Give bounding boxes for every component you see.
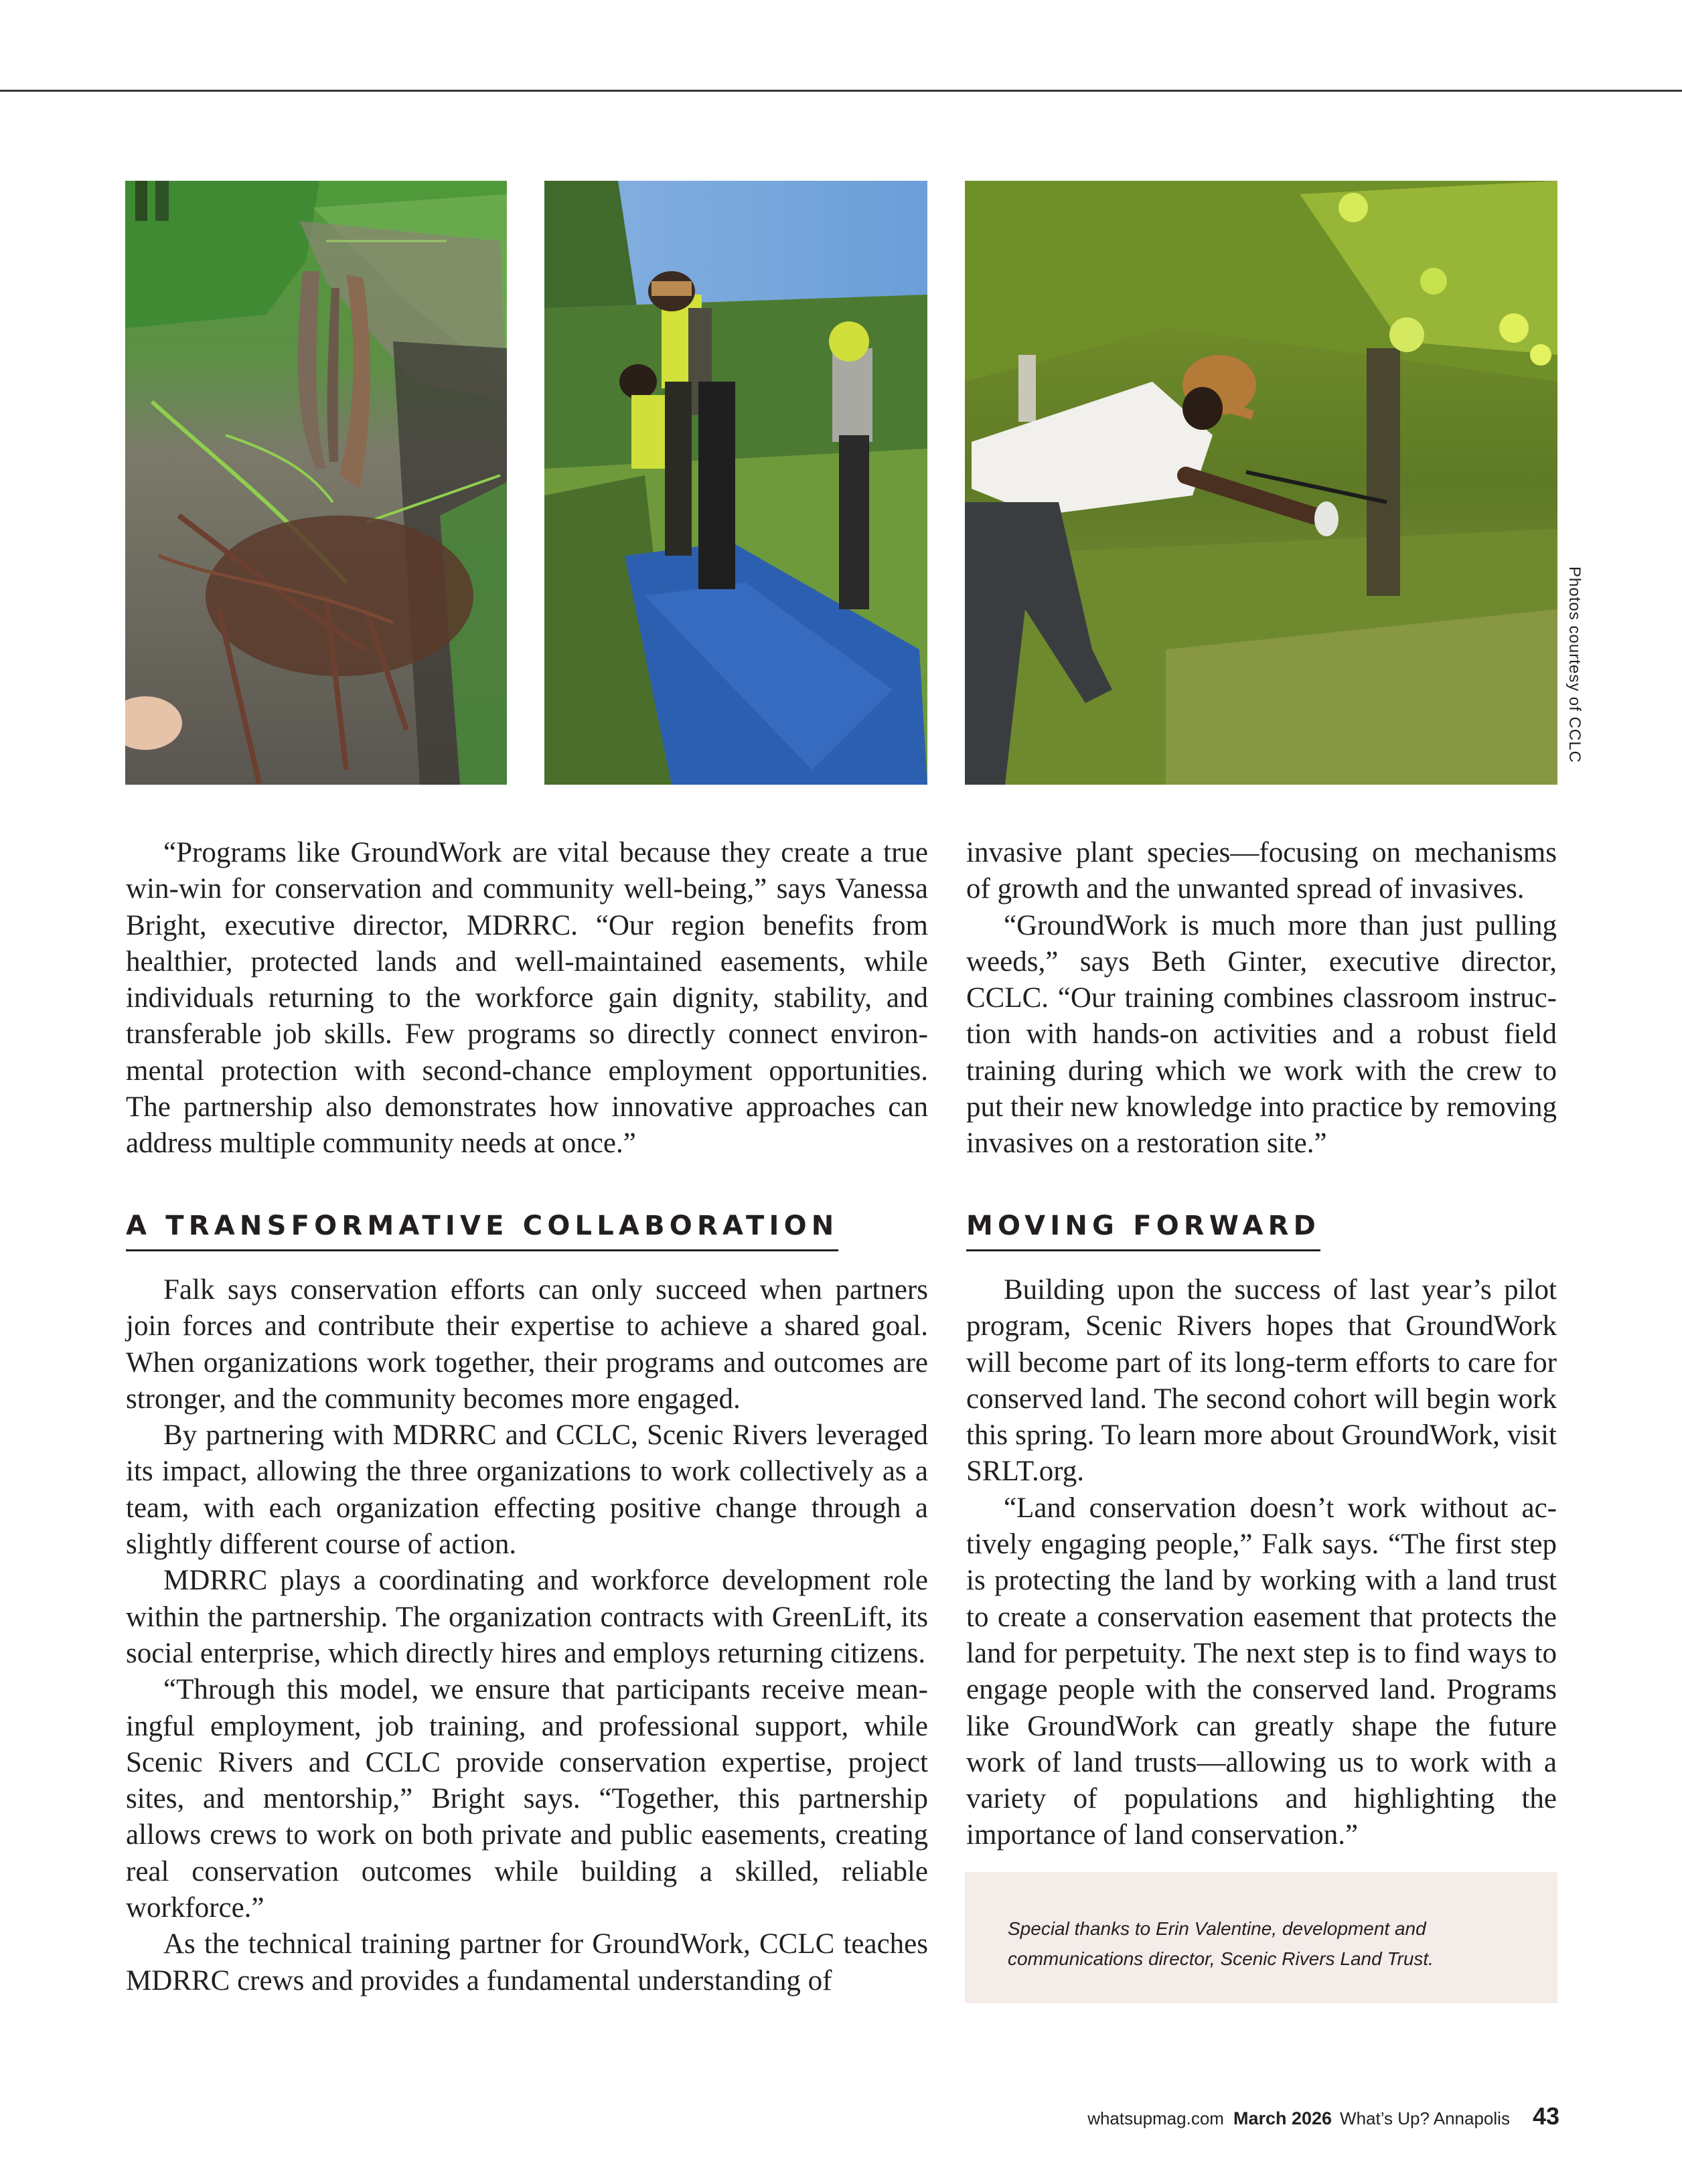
- article-column-right-bottom: [966, 1272, 1557, 1854]
- photo-worker-cutting: [965, 181, 1557, 785]
- photo-crew-on-tarp: [544, 181, 927, 785]
- paragraph: “Programs like GroundWork are vital because they create a true win-win for conservation and community well-being,” says Vanessa Bright, executive director, MDRRC. “Our region benefits from healthier, protected lands and well-maintained easements, while individuals returning to the workforce gain dignity, stability, and transferable job skills. Few programs so directly connect environmental protection with second-chance employment opportunities. The partnership also demonstrates how innovative approaches can address multiple community needs at once.”: [126, 837, 928, 1160]
- paragraph: “Through this model, we ensure that participants receive meaningful employment, job training, and professional support, while Scenic Rivers and CCLC provide conservation expertise, project sites, and mentorship,” Bright says. “Together, this partnership allows crews to work on both private and public easements, creating real conservation outcomes while building a skilled, reliable workforce.”: [126, 1674, 928, 1924]
- top-rule: [0, 90, 1682, 92]
- paragraph: As the technical training partner for GroundWork, CCLC teaches MDRRC crews and provides a fundamental understanding of: [126, 1928, 928, 1997]
- section-heading-transformative-collaboration: A TRANSFORMATIVE COLLABORATION: [126, 1209, 838, 1251]
- paragraph: “GroundWork is much more than just pulling weeds,” says Beth Ginter, executive director, CCLC. “Our training combines classroom instruction with hands-on activities and a robust field training during which we work with the crew to put their new knowledge into practice by removing invasives on a restoration site.”: [966, 909, 1557, 1160]
- page-number: 43: [1532, 2102, 1559, 2130]
- photo-credit: Photos courtesy of CCLC: [1565, 566, 1584, 763]
- photo-uprooted-plant: [125, 181, 507, 785]
- footer-issue-date: March 2026: [1233, 2108, 1332, 2128]
- paragraph: MDRRC plays a coordinating and workforce development role within the partnership. The organization contracts with GreenLift, its social enterprise, which directly hires and employs returning citizens.: [126, 1565, 928, 1669]
- special-thanks-text: Special thanks to Erin Valentine, development and communications director, Scenic Rivers Land Trust.: [1008, 1918, 1434, 1969]
- footer-magazine-name: What’s Up? Annapolis: [1340, 2108, 1510, 2128]
- paragraph: Falk says conservation efforts can only succeed when partners join forces and contribute their expertise to achieve a shared goal. When organizations work together, their programs and outcomes are stronger, and the community becomes more engaged.: [126, 1274, 928, 1415]
- footer-website: whatsupmag.com: [1087, 2108, 1224, 2128]
- paragraph: “Land conservation doesn’t work without actively engaging people,” Falk says. “The first step is protecting the land by working with a land trust to create a conservation easement that protects the land for perpetuity. The next step is to find ways to engage people with the conserved land. Programs like GroundWork can greatly shape the future work of land trusts—allowing us to work with a variety of populations and highlighting the importance of land conservation.”: [966, 1492, 1557, 1851]
- special-thanks-box: [965, 1872, 1557, 2003]
- article-column-left-bottom: [126, 1272, 928, 1999]
- photo-crew-on-tarp-image: [544, 181, 927, 785]
- page-footer: [1087, 2102, 1559, 2136]
- paragraph: By partnering with MDRRC and CCLC, Scenic Rivers leveraged its impact, allowing the three organizations to work collectively as a team, with each organization effecting positive change through a slightly different course of action.: [126, 1419, 928, 1561]
- paragraph: invasive plant species—focusing on mechanisms of growth and the unwanted spread of invasives.: [966, 837, 1557, 905]
- article-column-right-top: [966, 835, 1557, 1162]
- section-heading-moving-forward: MOVING FORWARD: [966, 1209, 1320, 1251]
- article-column-left-top: [126, 835, 928, 1162]
- paragraph: Building upon the success of last year’s pilot program, Scenic Rivers hopes that GroundWork will become part of its long-term efforts to care for conserved land. The second cohort will begin work this spring. To learn more about GroundWork, visit SRLT.org.: [966, 1274, 1557, 1488]
- photo-uprooted-plant-image: [125, 181, 507, 785]
- photo-worker-cutting-image: [965, 181, 1557, 785]
